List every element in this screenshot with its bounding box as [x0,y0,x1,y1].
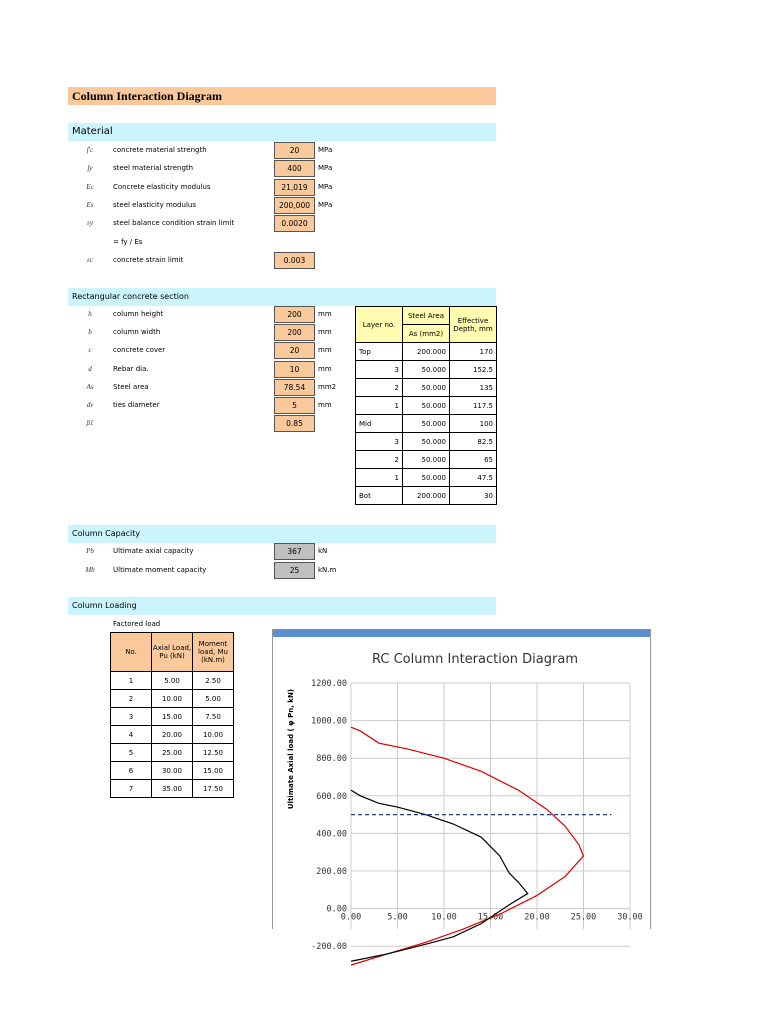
row-label: ties diameter [113,401,160,409]
row-label: = fy / Es [113,237,143,246]
x-tick-label: 25.00 [570,912,597,923]
value-field[interactable]: 200,000 [274,197,315,214]
layer-number: 3 [394,437,399,446]
moment-load-header: Moment load, Mu (kN.m) [193,633,234,672]
load-cell-mu: 5.00 [193,690,234,708]
load-cell-no: 7 [111,780,152,798]
steel-area-subheader: As (mm2) [403,325,450,343]
load-table [110,632,234,798]
symbol: εc [87,255,93,264]
layer-cell [356,379,403,397]
value-field[interactable]: 0.003 [274,252,315,269]
x-tick-label: 5.00 [387,912,408,923]
symbol: c [88,346,92,355]
symbol: Pb [86,547,94,555]
unit-label: mm [318,401,332,409]
symbol: f'c [86,146,94,154]
design-curve [351,790,528,961]
layer-name: Top [359,347,371,356]
unit-label: kN [318,547,328,555]
load-cell-mu: 12.50 [193,744,234,762]
unit-label: mm2 [318,382,337,391]
symbol: Es [86,200,94,209]
y-tick-label: 400.00 [316,829,347,840]
effective-depth-cell: 47.5 [450,469,497,487]
effective-depth-cell: 135 [450,379,497,397]
x-tick-label: 10.00 [431,912,457,923]
steel-area-cell: 50.000 [403,415,450,433]
row-label: steel material strength [113,164,194,173]
value-field[interactable]: 367 [274,543,315,560]
layer-cell [356,487,403,505]
steel-area-cell: 50.000 [403,451,450,469]
layer-cell [356,433,403,451]
layer-name: Mid [359,419,372,428]
steel-layer-table [355,306,497,505]
effective-depth-header: Effective Depth, mm [450,307,497,343]
steel-area-cell: 50.000 [403,361,450,379]
symbol: As [86,382,94,391]
unit-label: MPa [318,146,333,154]
load-row [111,744,234,762]
steel-layer-row [356,361,497,379]
row-label: column width [113,328,161,337]
load-cell-no: 3 [111,708,152,726]
effective-depth-cell: 170 [450,343,497,361]
layer-cell [356,397,403,415]
symbol: fy [87,164,93,173]
chart-svg [273,629,650,953]
load-cell-no: 5 [111,744,152,762]
steel-layer-row [356,469,497,487]
value-field[interactable]: 20 [274,342,315,359]
load-cell-no: 6 [111,762,152,780]
layer-no-header: Layer no. [356,307,403,343]
x-tick-label: 20.00 [524,912,550,923]
steel-area-cell: 50.000 [403,397,450,415]
symbol: dv [86,401,94,409]
value-field[interactable]: 400 [274,160,315,177]
load-row [111,762,234,780]
steel-layer-row [356,415,497,433]
unit-label: MPa [318,200,333,209]
steel-area-cell: 50.000 [403,469,450,487]
effective-depth-cell: 65 [450,451,497,469]
effective-depth-cell: 30 [450,487,497,505]
effective-depth-cell: 117.5 [450,397,497,415]
steel-layer-row [356,379,497,397]
steel-area-cell: 200.000 [403,487,450,505]
load-cell-pu: 30.00 [152,762,193,780]
value-field[interactable]: 200 [274,306,315,323]
material-header: Material [68,123,496,141]
value-field[interactable]: 0.85 [274,415,315,432]
layer-cell [356,361,403,379]
load-cell-pu: 20.00 [152,726,193,744]
unit-label: mm [318,364,332,373]
x-tick-label: 0.00 [340,912,362,923]
row-label: concrete cover [113,346,166,355]
unit-label: mm [318,310,332,318]
load-row [111,726,234,744]
unit-label: mm [318,328,332,337]
load-cell-mu: 17.50 [193,780,234,798]
symbol: β1 [86,419,94,428]
load-cell-mu: 15.00 [193,762,234,780]
load-cell-no: 1 [111,672,152,690]
steel-layer-row [356,343,497,361]
value-field[interactable]: 25 [274,562,315,579]
interaction-chart [272,629,651,953]
value-field[interactable]: 78.54 [274,379,315,396]
load-cell-mu: 10.00 [193,726,234,744]
layer-cell [356,469,403,487]
layer-cell [356,415,403,433]
symbol: h [88,310,92,318]
steel-area-cell: 50.000 [403,379,450,397]
row-label: steel balance condition strain limit [113,219,235,228]
steel-layer-row [356,451,497,469]
load-cell-pu: 15.00 [152,708,193,726]
load-cell-pu: 5.00 [152,672,193,690]
y-tick-label: 600.00 [316,791,347,802]
layer-number: 3 [394,365,399,374]
steel-layer-row [356,487,497,505]
unit-label: MPa [318,182,333,191]
layer-number: 1 [394,401,399,410]
layer-number: 1 [394,473,399,482]
y-tick-label: -200.00 [311,942,347,953]
symbol: εy [87,219,93,228]
layer-cell [356,343,403,361]
steel-area-cell: 200.000 [403,343,450,361]
load-row [111,690,234,708]
effective-depth-cell: 152.5 [450,361,497,379]
value-field[interactable]: 200 [274,324,315,341]
row-label: Ultimate moment capacity [113,565,207,574]
load-row [111,780,234,798]
layer-number: 2 [394,455,399,464]
value-field[interactable]: 20 [274,142,315,159]
steel-area-cell: 50.000 [403,433,450,451]
nominal-curve [351,727,584,965]
symbol: d [88,364,92,373]
effective-depth-cell: 82.5 [450,433,497,451]
steel-layer-row [356,397,497,415]
symbol: Mb [85,565,95,574]
load-row [111,672,234,690]
loading-header: Column Loading [68,597,496,615]
row-label: Ultimate axial capacity [113,547,194,555]
unit-label: kN.m [318,565,337,574]
page-title: Column Interaction Diagram [68,87,496,105]
value-field[interactable]: 10 [274,361,315,378]
x-tick-label: 30.00 [617,912,643,923]
load-cell-pu: 10.00 [152,690,193,708]
no-header: No. [111,633,152,672]
row-label: Steel area [113,382,149,391]
steel-area-header: Steel Area [403,307,450,325]
steel-layer-row [356,433,497,451]
section-header: Rectangular concrete section [68,288,496,306]
x-tick-label: 15.00 [477,912,504,923]
row-label: Concrete elasticity modulus [113,182,211,191]
layer-number: 2 [394,383,399,392]
capacity-header: Column Capacity [68,525,496,543]
row-label: concrete strain limit [113,255,184,264]
y-tick-label: 1000.00 [311,716,347,727]
y-tick-label: 1200.00 [311,679,347,689]
row-label: steel elasticity modulus [113,200,196,209]
load-row [111,708,234,726]
layer-cell [356,451,403,469]
y-axis-label: Ultimate Axial load ( φ Pn, kN) [287,689,295,810]
symbol: Ec [86,182,94,191]
row-label: Rebar dia. [113,364,149,373]
layer-name: Bot [359,491,371,500]
load-cell-mu: 7.50 [193,708,234,726]
unit-label: MPa [318,164,333,173]
row-label: concrete material strength [113,146,207,154]
y-tick-label: 0.00 [326,904,347,915]
load-cell-pu: 25.00 [152,744,193,762]
load-cell-no: 4 [111,726,152,744]
value-field[interactable]: 5 [274,397,315,414]
value-field[interactable]: 0.0020 [274,215,315,232]
unit-label: mm [318,346,332,355]
symbol: b [88,328,92,337]
load-cell-mu: 2.50 [193,672,234,690]
value-field[interactable]: 21,019 [274,179,315,196]
axial-load-header: Axial Load, Pu (kN) [152,633,193,672]
factored-load-label: Factored load [113,620,161,628]
chart-title: RC Column Interaction Diagram [372,652,578,667]
y-tick-label: 200.00 [316,867,347,877]
row-label: column height [113,310,164,318]
load-cell-no: 2 [111,690,152,708]
y-tick-label: 800.00 [316,754,347,765]
load-cell-pu: 35.00 [152,780,193,798]
effective-depth-cell: 100 [450,415,497,433]
